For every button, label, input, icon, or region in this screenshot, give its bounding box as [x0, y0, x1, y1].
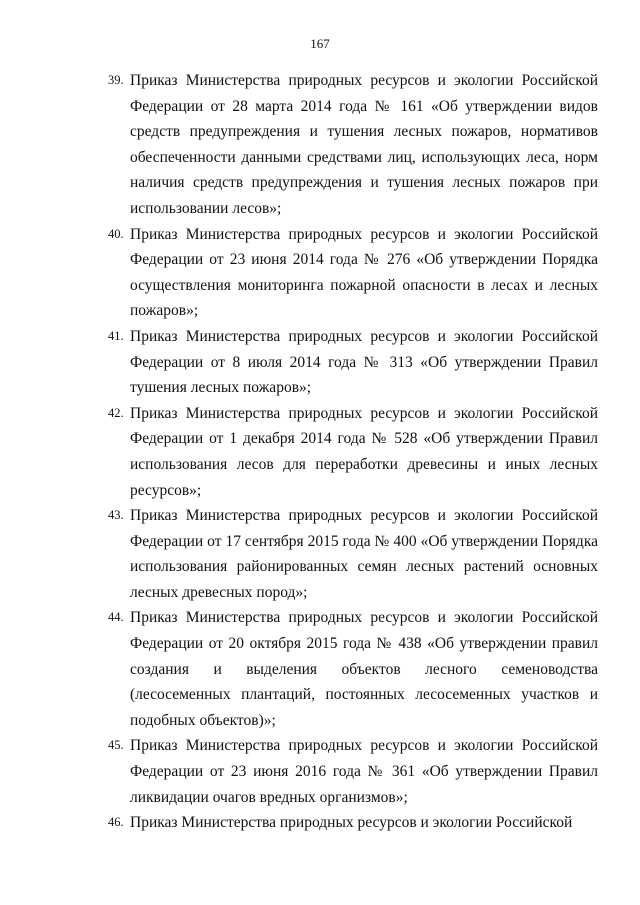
list-item-43	[108, 503, 598, 605]
list-item-45	[108, 733, 598, 810]
list-item-number: 46.	[108, 815, 124, 830]
list-item-text: Приказ Министерства природных ресурсов и экологии Российской Федерации от 8 июля 2014 года № 313 «Об утверждении Правил тушения лесных пожаров»;	[130, 327, 598, 397]
list-item-number: 40.	[108, 226, 124, 241]
page-number: 167	[310, 36, 330, 51]
list-item-44	[108, 605, 598, 733]
list-item-number: 41.	[108, 328, 124, 343]
list-item-text: Приказ Министерства природных ресурсов и экологии Российской Федерации от 23 июня 2016 года № 361 «Об утверждении Правил ликвидации очагов вредных организмов»;	[130, 737, 598, 806]
list-item-41	[108, 324, 598, 401]
list-item-text: Приказ Министерства природных ресурсов и экологии Российской Федерации от 28 марта 2014 года № 161 «Об утверждении видов средств предупреждения и тушения лесных пожаров, нормативов обеспеченности данными средствами лиц, использующих леса, норм наличия средств предупреждения и тушения лесных пожаров при использовании лесов»;	[130, 72, 598, 217]
list-item-text: Приказ Министерства природных ресурсов и экологии Российской Федерации от 17 сентября 2015 года № 400 «Об утверждении Порядка использования районированных семян лесных растений основных лесных древесных пород»;	[130, 507, 598, 601]
list-item-text: Приказ Министерства природных ресурсов и экологии Российской Федерации от 23 июня 2014 года № 276 «Об утверждении Порядка осуществления мониторинга пожарной опасности в лесах и лесных пожаров»;	[130, 225, 598, 320]
list-item-46	[108, 810, 598, 836]
list-item-text: Приказ Министерства природных ресурсов и экологии Российской Федерации от 20 октября 2015 года № 438 «Об утверждении правил создания и выделения объектов лесного семеноводства (лесосеменных плантаций, постоянных лесосеменных участков и подобных объектов)»;	[130, 609, 598, 729]
list-item-39	[108, 68, 598, 222]
list-item-42	[108, 401, 598, 503]
list-item-number: 44.	[108, 610, 124, 625]
list-item-text: Приказ Министерства природных ресурсов и экологии Российской Федерации от 1 декабря 2014 года № 528 «Об утверждении Правил использования лесов для переработки древесины и иных лесных ресурсов»;	[130, 404, 598, 499]
list-item-number: 42.	[108, 405, 124, 420]
list-item-number: 39.	[108, 73, 124, 87]
list-item-text: Приказ Министерства природных ресурсов и экологии Российской	[130, 814, 573, 832]
document-list	[108, 68, 598, 836]
list-item-number: 43.	[108, 508, 124, 523]
list-item-number: 45.	[108, 738, 124, 753]
list-item-40	[108, 222, 598, 324]
